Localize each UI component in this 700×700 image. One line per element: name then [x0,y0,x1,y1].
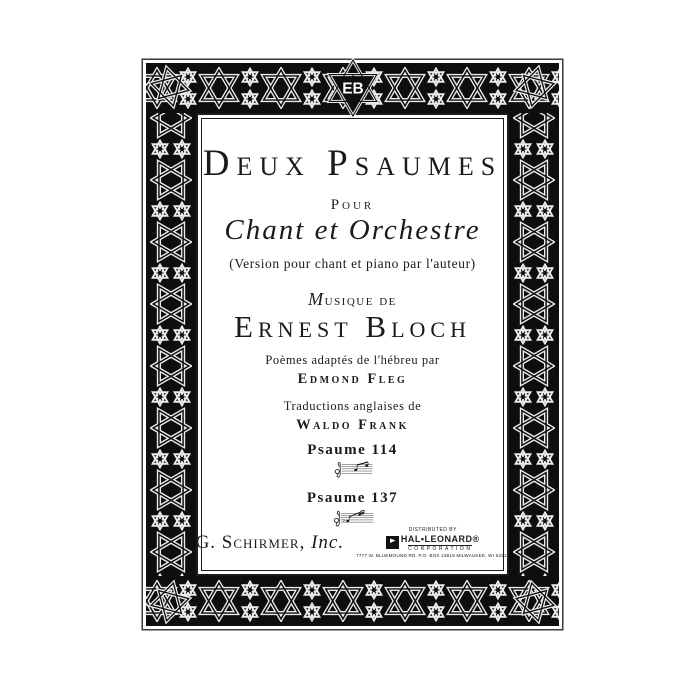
rosette-star-icon [172,511,192,531]
psalm-114-label: Psaume 114 [307,441,398,458]
rosette-star-icon [535,449,555,469]
rosette-star-pair [513,201,555,221]
border-pattern-unit [513,159,555,221]
star-of-david-icon [513,531,555,573]
border-pattern-unit [150,221,192,283]
rosette-star-pair [150,325,192,345]
border-pattern-unit [513,531,555,577]
rosette-star-pair [513,139,555,159]
star-of-david-icon [513,159,555,201]
rosette-star-icon [150,263,170,283]
border-pattern-unit [260,580,322,622]
star-of-david-icon [150,345,192,387]
rosette-star-icon [513,201,533,221]
border-pattern-unit [150,283,192,345]
star-of-david-icon [513,407,555,449]
border-pattern-unit [198,580,260,622]
star-of-david-icon [322,580,364,622]
hal-leonard-logo-icon [386,536,399,549]
rosette-star-icon [240,602,260,622]
star-of-david-icon [513,221,555,263]
border-pattern-unit [150,531,192,577]
rosette-star-icon [172,387,192,407]
rosette-star-pair [513,387,555,407]
rosette-star-icon [535,139,555,159]
rosette-star-icon [513,325,533,345]
rosette-star-pair [302,67,322,109]
star-of-david-icon [150,221,192,263]
version-note: (Version pour chant et piano par l'auteur) [229,255,476,271]
flat-accidental: ♭ [341,517,345,524]
star-of-david-icon [150,469,192,511]
border-pattern-unit [513,345,555,407]
monogram-text: EB [341,80,364,98]
rosette-star-pair [150,387,192,407]
rosette-star-icon [150,573,170,577]
rosette-star-pair [240,67,260,109]
rosette-star-icon [535,201,555,221]
border-strip-left [146,113,196,576]
border-pattern-unit [150,345,192,407]
poems-credit-label: Poèmes adaptés de l'hébreu par [265,352,440,367]
translation-credit-label: Traductions anglaises de [283,398,422,413]
star-of-david-icon [513,345,555,387]
psalm-114-incipit-staff [307,460,399,478]
treble-clef-icon [335,462,340,477]
rosette-star-icon [513,387,533,407]
rosette-star-icon [513,263,533,283]
psalm-137-label: Psaume 137 [306,489,399,506]
rosette-star-icon [426,67,446,87]
distributor-subname: CORPORATION [408,545,473,552]
rosette-star-icon [513,139,533,159]
rosette-star-icon [488,580,508,600]
rosette-star-icon [488,89,508,109]
star-of-david-icon [446,580,488,622]
rosette-star-icon [172,201,192,221]
rosette-star-pair [240,580,260,622]
border-pattern-unit [513,407,555,469]
star-of-david-icon [150,113,192,139]
rosette-star-icon [426,602,446,622]
star-of-david-icon [198,67,240,109]
rosette-star-icon [488,602,508,622]
border-pattern-unit [384,580,446,622]
rosette-star-icon [302,67,322,87]
rosette-star-pair [488,580,508,622]
rosette-star-icon [240,89,260,109]
publisher-suffix: Inc. [311,531,345,553]
star-of-david-icon [446,67,488,109]
rosette-star-pair [150,139,192,159]
treble-clef-icon [334,511,339,526]
rosette-star-icon [150,387,170,407]
star-of-david-icon [384,580,426,622]
rosette-star-icon [150,201,170,221]
rosette-star-icon [150,511,170,531]
rosette-star-icon [535,387,555,407]
star-of-david-icon [150,159,192,201]
rosette-star-pair [150,201,192,221]
distributor-name: HAL•LEONARD® [400,534,480,544]
rosette-star-icon [488,67,508,87]
poet-name: Edmond Fleg [297,370,408,387]
border-strip-right [509,113,559,576]
rosette-star-icon [513,449,533,469]
rosette-star-icon [364,580,384,600]
border-strip-bottom [146,576,559,626]
border-pattern-unit [150,159,192,221]
distributor-address: 7777 W. BLUEMOUND RD. P.O. BOX 13819 MILWAUKEE, WI 53213 [356,553,510,558]
rosette-star-icon [150,449,170,469]
border-pattern-unit [513,113,555,159]
rosette-star-icon [302,580,322,600]
star-of-david-icon [260,580,302,622]
composer-monogram-star [326,58,380,118]
star-of-david-icon [150,283,192,325]
composer-name: Ernest Bloch [234,308,471,344]
rosette-star-icon [535,263,555,283]
border-pattern-unit [198,67,260,109]
rosette-star-pair [150,263,192,283]
for-label: Pour [330,197,375,213]
rosette-star-icon [535,511,555,531]
publisher-imprint [196,532,345,554]
rosette-star-pair [150,449,192,469]
inner-panel [196,113,509,576]
work-title: Deux Psaumes [202,143,503,184]
rosette-star-icon [535,573,555,577]
rosette-star-icon [513,573,533,577]
rosette-star-icon [426,89,446,109]
rosette-star-icon [240,67,260,87]
rosette-star-pair [302,580,322,622]
rosette-star-icon [150,325,170,345]
border-pattern-unit [513,221,555,283]
star-of-david-icon [260,67,302,109]
rosette-star-pair [426,580,446,622]
border-pattern-unit [513,469,555,531]
rosette-star-icon [172,325,192,345]
star-of-david-icon [150,531,192,573]
distributed-by-label: DISTRIBUTED BY [408,527,457,533]
star-of-david-icon [513,469,555,511]
rosette-star-pair [513,449,555,469]
rosette-star-pair [150,511,192,531]
rosette-star-icon [172,139,192,159]
star-of-david-icon [198,580,240,622]
rosette-star-icon [364,602,384,622]
music-credit-label: Musique de [308,288,397,309]
instrumentation: Chant et Orchestre [224,214,481,246]
rosette-star-icon [240,580,260,600]
border-pattern-unit [446,580,508,622]
rosette-star-pair [364,580,384,622]
rosette-star-icon [150,139,170,159]
rosette-star-icon [426,580,446,600]
border-pattern-unit [322,580,384,622]
rosette-star-pair [513,325,555,345]
rosette-star-pair [513,263,555,283]
star-of-david-icon [513,283,555,325]
border-pattern-unit [260,67,322,109]
star-of-david-icon [150,407,192,449]
translator-name: Waldo Frank [296,416,409,433]
rosette-star-icon [172,573,192,577]
psalm-137-incipit-staff [305,508,401,527]
rosette-star-pair [513,511,555,531]
publisher-row [196,527,510,558]
border-pattern-unit [384,67,446,109]
rosette-star-icon [172,263,192,283]
distributor-block [356,527,509,558]
star-of-david-icon [384,67,426,109]
rosette-star-icon [535,325,555,345]
rosette-star-pair [426,67,446,109]
cover-content [195,119,510,570]
rosette-star-icon [172,449,192,469]
border-pattern-unit [150,407,192,469]
star-of-david-icon [513,113,555,139]
rosette-star-icon [513,511,533,531]
border-pattern-unit [513,283,555,345]
border-pattern-unit [150,469,192,531]
rosette-star-pair [488,67,508,109]
border-pattern-unit [150,113,192,159]
border-pattern-unit [446,67,508,109]
rosette-star-icon [302,602,322,622]
ornamental-star-border-frame [146,63,559,626]
publisher-name: G. Schirmer, [195,531,306,553]
rosette-star-icon [302,89,322,109]
